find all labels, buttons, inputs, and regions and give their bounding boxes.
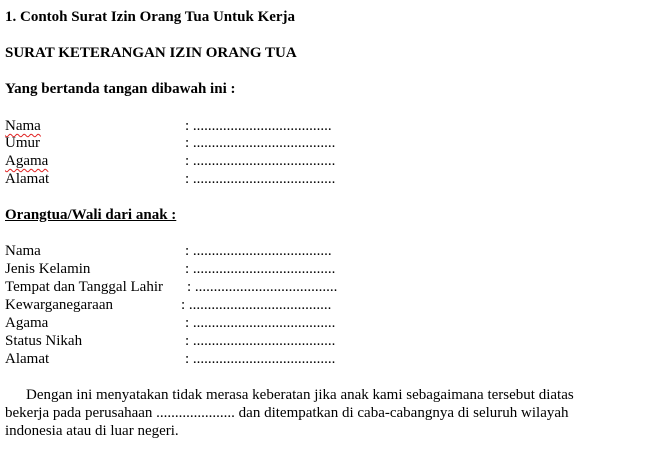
field-value: : ...................................... xyxy=(185,171,336,187)
field-label: Status Nikah xyxy=(5,333,83,349)
field-value: : ...................................... xyxy=(185,261,336,277)
guardian-heading: Orangtua/Wali dari anak : xyxy=(5,207,177,223)
field-label: Umur xyxy=(5,135,40,151)
letter-title: SURAT KETERANGAN IZIN ORANG TUA xyxy=(5,45,297,61)
field-label: Alamat xyxy=(5,351,50,367)
field-value: : ..................................... xyxy=(185,243,332,259)
field-label: Agama xyxy=(5,315,49,331)
statement-paragraph xyxy=(5,386,620,440)
field-value: : ...................................... xyxy=(185,333,336,349)
field-label: Nama xyxy=(5,118,41,134)
statement-text: Dengan ini menyatakan tidak merasa keberatan jika anak kami sebagaimana tersebut diatas bekerja pada perusahaan ..................... dan ditempatkan di caba-cabangnya di seluruh wilayah indonesia atau di luar negeri. xyxy=(5,387,574,439)
field-label: Agama xyxy=(5,153,49,169)
field-label: Jenis Kelamin xyxy=(5,261,91,277)
signer-heading: Yang bertanda tangan dibawah ini : xyxy=(5,81,236,97)
field-value: : ...................................... xyxy=(185,153,336,169)
field-value: : ...................................... xyxy=(185,315,336,331)
field-label: Alamat xyxy=(5,171,50,187)
field-value: : ...................................... xyxy=(185,351,336,367)
field-value: : ...................................... xyxy=(187,279,338,295)
field-value: : ..................................... xyxy=(185,118,332,134)
field-label: Kewarganegaraan xyxy=(5,297,113,313)
section-title: 1. Contoh Surat Izin Orang Tua Untuk Kerja xyxy=(5,9,296,25)
field-value: : ...................................... xyxy=(181,297,332,313)
field-value: : ...................................... xyxy=(185,135,336,151)
field-label: Nama xyxy=(5,243,41,259)
field-label: Tempat dan Tanggal Lahir xyxy=(5,279,163,295)
